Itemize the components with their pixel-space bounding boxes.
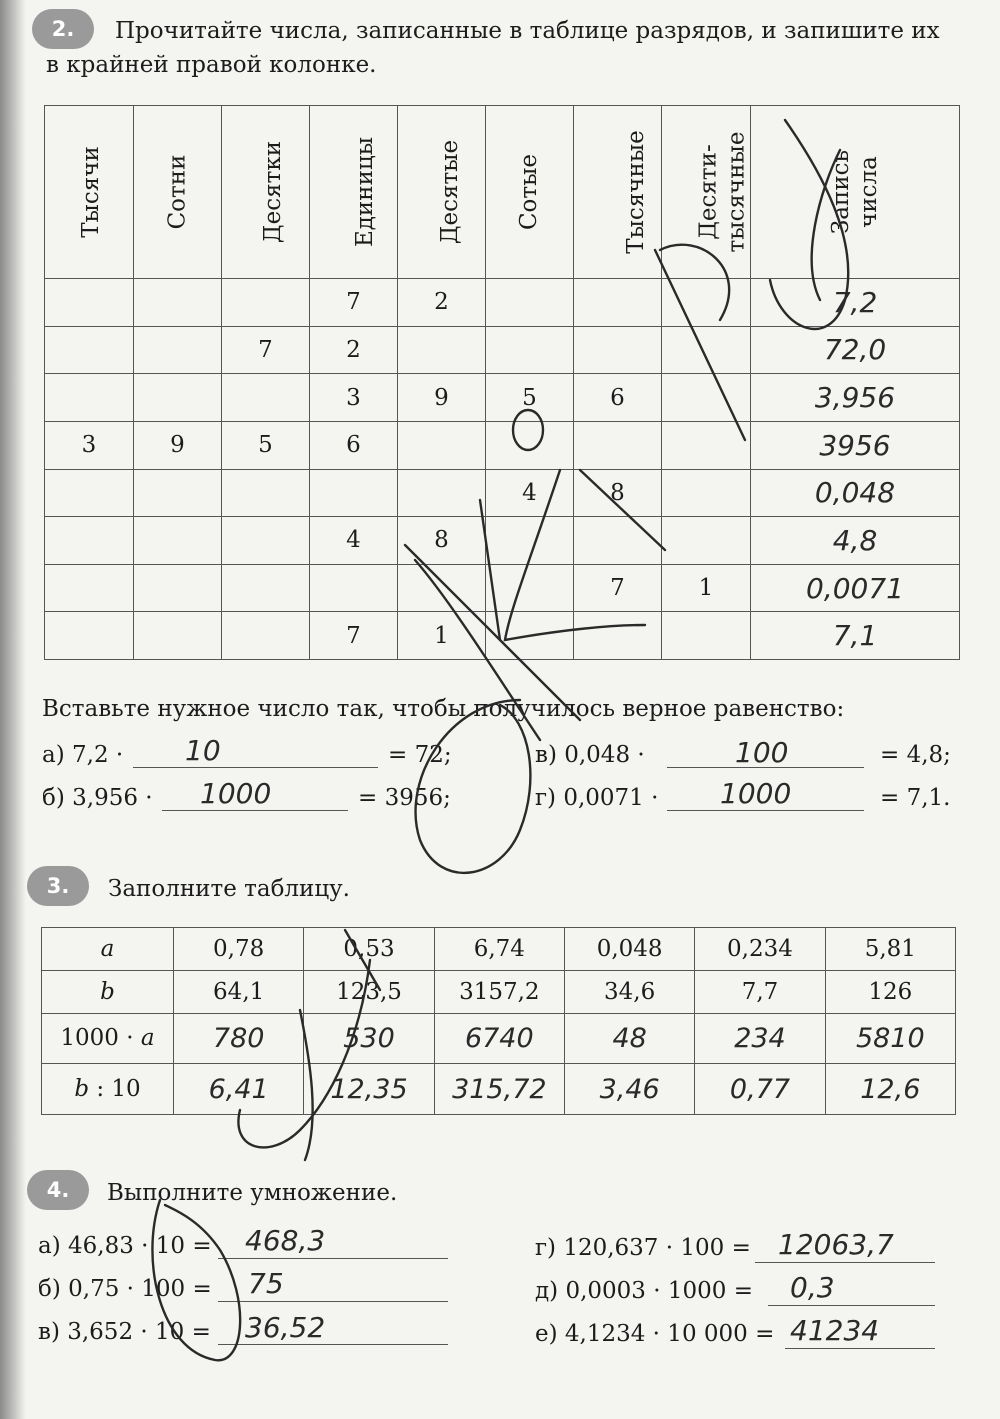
answer-cell: 3956: [751, 421, 960, 469]
mult-a-answer: 468,3: [245, 1224, 326, 1257]
task2-text-line1: Прочитайте числа, записанные в таблице разрядов, и запишите их: [115, 18, 940, 44]
equation-v-left: в) 0,048 ·: [535, 742, 645, 768]
table-row: 4 8 4,8: [45, 517, 960, 565]
equation-a-left: а) 7,2 ·: [42, 742, 124, 768]
table-row: 3 9 5 6 3,956: [45, 374, 960, 422]
header-units: Единицы: [310, 106, 398, 279]
mult-g-answer: 12063,7: [778, 1228, 894, 1261]
task3-badge: 3.: [27, 866, 89, 906]
mult-a-blank: [218, 1258, 448, 1259]
mult-b-answer: 75: [248, 1267, 284, 1300]
equation-b-answer: 1000: [200, 777, 272, 810]
table-row: b : 10 6,41 12,35 315,72 3,46 0,77 12,6: [42, 1064, 956, 1115]
header-thousands: Тысячи: [45, 106, 134, 279]
mult-v-expr: в) 3,652 · 10 =: [38, 1319, 211, 1345]
equation-g-left: г) 0,0071 ·: [535, 785, 659, 811]
equation-b-left: б) 3,956 ·: [42, 785, 153, 811]
equation-a-blank: [133, 767, 378, 768]
table-row: 7 2 7,2: [45, 279, 960, 327]
header-tenths: Десятые: [398, 106, 486, 279]
mult-v-answer: 36,52: [245, 1311, 326, 1344]
place-value-table: [44, 105, 960, 660]
equation-g-answer: 1000: [720, 777, 792, 810]
equation-b-blank: [162, 810, 348, 811]
mult-e-blank: [785, 1348, 935, 1349]
answer-cell: 7,2: [751, 279, 960, 327]
mult-g-expr: г) 120,637 · 100 =: [535, 1235, 751, 1261]
answer-cell: 0,0071: [751, 564, 960, 612]
equation-a-right: = 72;: [388, 742, 452, 768]
answer-cell: 7,1: [751, 612, 960, 660]
equation-a-answer: 10: [185, 734, 221, 767]
table-row: 7 2 72,0: [45, 326, 960, 374]
task2-text-line2: в крайней правой колонке.: [46, 52, 377, 78]
equation-g-blank: [667, 810, 864, 811]
answer-cell: 72,0: [751, 326, 960, 374]
task2-badge: 2.: [32, 9, 94, 49]
table-row: 7 1 7,1: [45, 612, 960, 660]
table-row: 3 9 5 6 3956: [45, 421, 960, 469]
answer-cell: 0,048: [751, 469, 960, 517]
task2-instruction: Вставьте нужное число так, чтобы получилось верное равенство:: [42, 696, 845, 722]
page-edge-shadow: [0, 0, 26, 1419]
table-row: 4 8 0,048: [45, 469, 960, 517]
equation-v-answer: 100: [735, 736, 789, 769]
header-hundredths: Сотые: [486, 106, 574, 279]
mult-d-answer: 0,3: [790, 1271, 835, 1304]
fill-table: [41, 927, 956, 1115]
equation-g-right: = 7,1.: [880, 785, 951, 811]
answer-cell: 4,8: [751, 517, 960, 565]
mult-b-blank: [218, 1301, 448, 1302]
mult-d-blank: [768, 1305, 935, 1306]
equation-b-right: = 3956;: [358, 785, 451, 811]
table-row: 1000 · a 780 530 6740 48 234 5810: [42, 1013, 956, 1064]
table-row: b 64,1 123,5 3157,2 34,6 7,7 126: [42, 970, 956, 1013]
mult-b-expr: б) 0,75 · 100 =: [38, 1276, 212, 1302]
mult-a-expr: а) 46,83 · 10 =: [38, 1233, 212, 1259]
task3-text: Заполните таблицу.: [108, 876, 350, 902]
table-row: a 0,78 0,53 6,74 0,048 0,234 5,81: [42, 928, 956, 971]
header-number-record: Запись числа: [751, 106, 960, 279]
header-tens: Десятки: [222, 106, 310, 279]
task4-badge: 4.: [27, 1170, 89, 1210]
table-row: 7 1 0,0071: [45, 564, 960, 612]
equation-v-right: = 4,8;: [880, 742, 951, 768]
mult-g-blank: [755, 1262, 935, 1263]
task4-text: Выполните умножение.: [107, 1180, 398, 1206]
mult-e-answer: 41234: [790, 1314, 880, 1347]
answer-cell: 3,956: [751, 374, 960, 422]
header-ten-thousandths: Десяти- тысячные: [662, 106, 751, 279]
header-thousandths: Тысячные: [574, 106, 662, 279]
mult-d-expr: д) 0,0003 · 1000 =: [535, 1278, 753, 1304]
mult-v-blank: [218, 1344, 448, 1345]
header-hundreds: Сотни: [134, 106, 222, 279]
mult-e-expr: е) 4,1234 · 10 000 =: [535, 1321, 775, 1347]
